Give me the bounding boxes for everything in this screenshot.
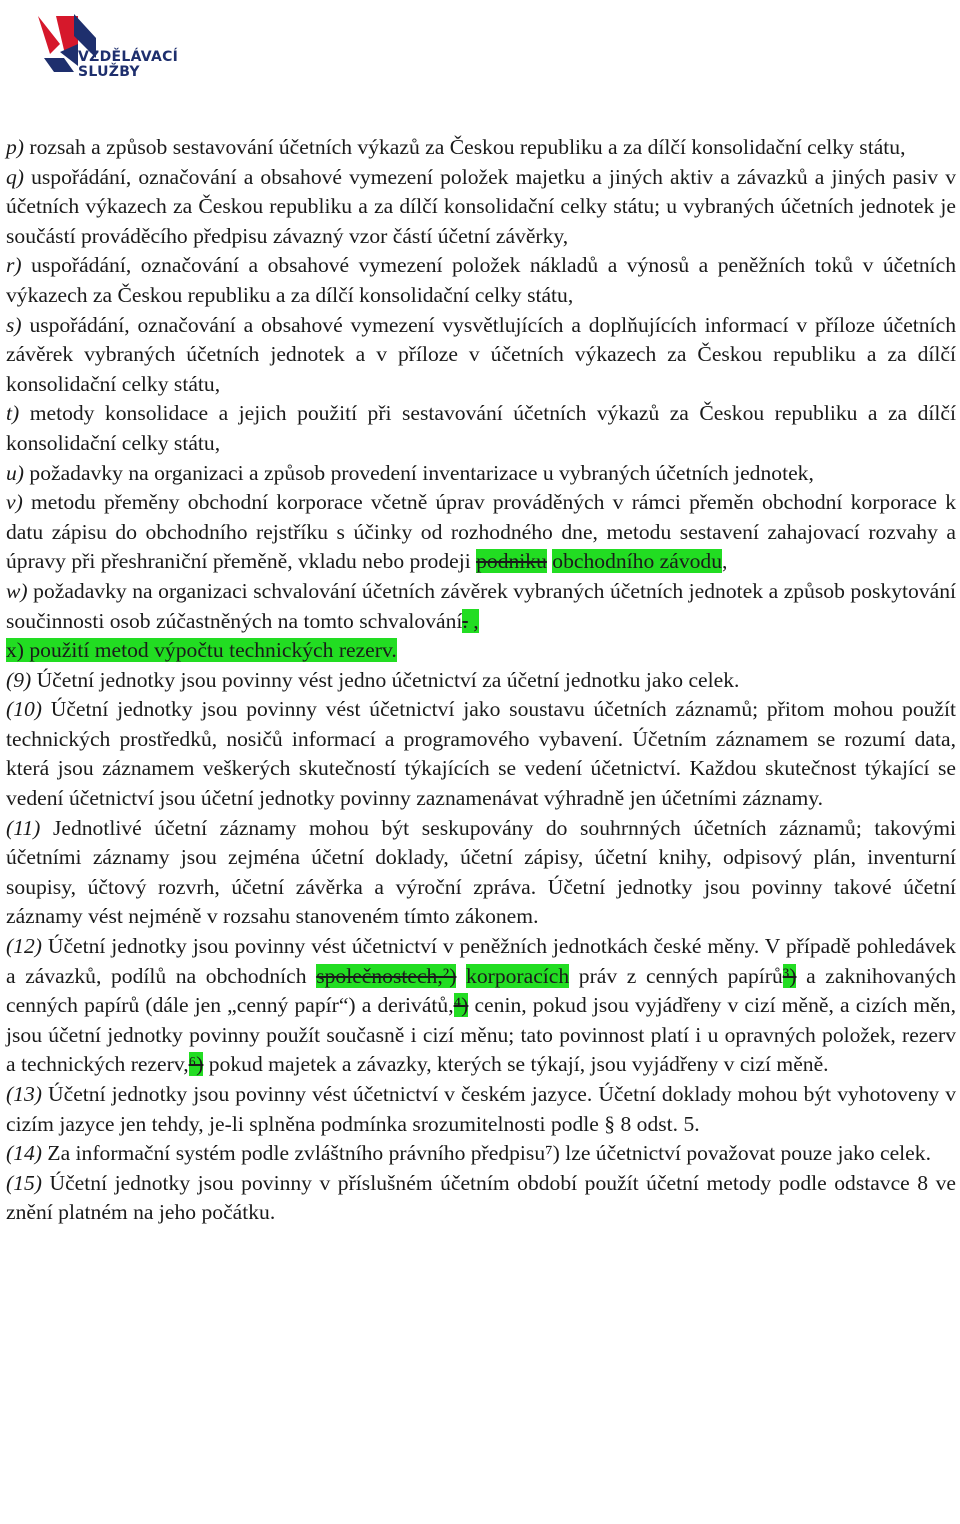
inserted-text: ,	[467, 608, 479, 633]
deleted-text: ³)	[782, 963, 797, 988]
paragraph-12: (12) Účetní jednotky jsou povinny vést účetnictví v peněžních jednotkách české měny. V případě pohledávek a závazků, podílů na obchodních společnostech,²) korporacích práv z cenných papírů³) a zaknihovaných cenných papírů (dále jen „cenný papír“) a derivátů,⁴) cenin, pokud jsou vyjádřeny v cizí měně, a cizích měn, jsou účetní jednotky povinny použít současně i cizí měnu; tato povinnost platí i u opravných položek, rezerv a technických rezerv,⁶) pokud majetek a závazky, kterých se týkají, jsou vyjádřeny v cizí měně.	[6, 934, 956, 1077]
logo-line-2: SLUŽBY	[78, 64, 140, 80]
item-r: r) uspořádání, označování a obsahové vymezení položek nákladů a výnosů a peněžních toků v účetních výkazech za Českou republiku a za dílčí konsolidační celky státu,	[6, 253, 956, 307]
inserted-text: korporacích	[466, 963, 570, 988]
paragraph-13: (13) Účetní jednotky jsou povinny vést účetnictví v českém jazyce. Účetní doklady mohou být vyhotoveny v cizím jazyce jen tehdy, je-li splněna podmínka srozumitelnosti podle § 8 odst. 5.	[6, 1082, 956, 1136]
paragraph-15: (15) Účetní jednotky jsou povinny v příslušném účetním období použít účetní metody podle odstavce 8 ve znění platném na jeho počátku.	[6, 1170, 956, 1225]
item-p: p) rozsah a způsob sestavování účetních výkazů za Českou republiku a za dílčí konsolidační celky státu,	[6, 135, 906, 159]
item-x	[6, 636, 956, 666]
logo-line-1: VZDĚLÁVACÍ	[78, 49, 179, 65]
item-u: u) požadavky na organizaci a způsob provedení inventarizace u vybraných účetních jednotek,	[6, 460, 814, 485]
paragraph-11: (11) Jednotlivé účetní záznamy mohou být seskupovány do souhrnných účetních záznamů; takovými účetními záznamy jsou zejména účetní doklady, účetní zápisy, účetní knihy, odpisový plán, inventurní soupisy, účtový rozvrh, účetní závěrka a výroční zpráva. Účetní jednotky jsou povinny takové účetní záznamy vést nejméně v rozsahu stanoveném tímto zákonem.	[6, 815, 956, 929]
document-body	[6, 133, 956, 1228]
deleted-text: ⁶)	[188, 1052, 204, 1077]
item-s: s) uspořádání, označování a obsahové vymezení vysvětlujících a doplňujících informací v příloze účetních závěrek vybraných účetních jednotek a v příloze v účetních výkazech za Českou republiku a za dílčí konsolidační celky státu,	[6, 312, 956, 396]
deleted-text: ⁴)	[453, 993, 469, 1018]
deleted-text: společnostech,²)	[316, 963, 457, 988]
inserted-text: x) použití metod výpočtu technických rezerv.	[6, 638, 397, 663]
inserted-text: obchodního závodu	[552, 549, 723, 574]
logo-text	[78, 50, 178, 80]
paragraph-10: (10) Účetní jednotky jsou povinny vést účetnictví jako soustavu účetních záznamů; přitom mohou použít technických prostředků, nosičů informací a programového vybavení. Účetním záznamem se rozumí data, která jsou záznamem veškerých skutečností týkajících se vedení účetnictví. Každou skutečnost týkající se vedení účetnictví jsou účetní jednotky povinny zaznamenávat výhradně jen účetními záznamy.	[6, 697, 956, 811]
deleted-text: .	[462, 608, 468, 633]
paragraph-14: (14) Za informační systém podle zvláštního právního předpisu⁷) lze účetnictví považovat pouze jako celek.	[6, 1141, 931, 1166]
paragraph-9: (9) Účetní jednotky jsou povinny vést jedno účetnictví za účetní jednotku jako celek.	[6, 667, 740, 692]
item-q: q) uspořádání, označování a obsahové vymezení položek majetku a jiných aktiv a závazků a jiných pasiv v účetních výkazech za Českou republiku a za dílčí konsolidační celky státu; u vybraných účetních jednotek je součástí prováděcího předpisu závazný vzor částí účetní závěrky,	[6, 164, 956, 248]
item-w: w) požadavky na organizaci schvalování účetních závěrek vybraných účetních jednotek a způsob poskytování součinnosti osob zúčastněných na tomto schvalování. ,	[6, 578, 956, 633]
item-t: t) metody konsolidace a jejich použití při sestavování účetních výkazů za Českou republiku a za dílčí konsolidační celky státu,	[6, 401, 956, 455]
item-v: v) metodu přeměny obchodní korporace včetně úprav prováděných v rámci přeměn obchodní korporace k datu zápisu do obchodního rejstříku s účinky od rozhodného dne, metodu sestavení zahajovací rozvahy a úpravy při přeshraniční přeměně, vkladu nebo prodeji podniku obchodního závodu,	[6, 490, 956, 574]
deleted-text: podniku	[476, 549, 547, 574]
